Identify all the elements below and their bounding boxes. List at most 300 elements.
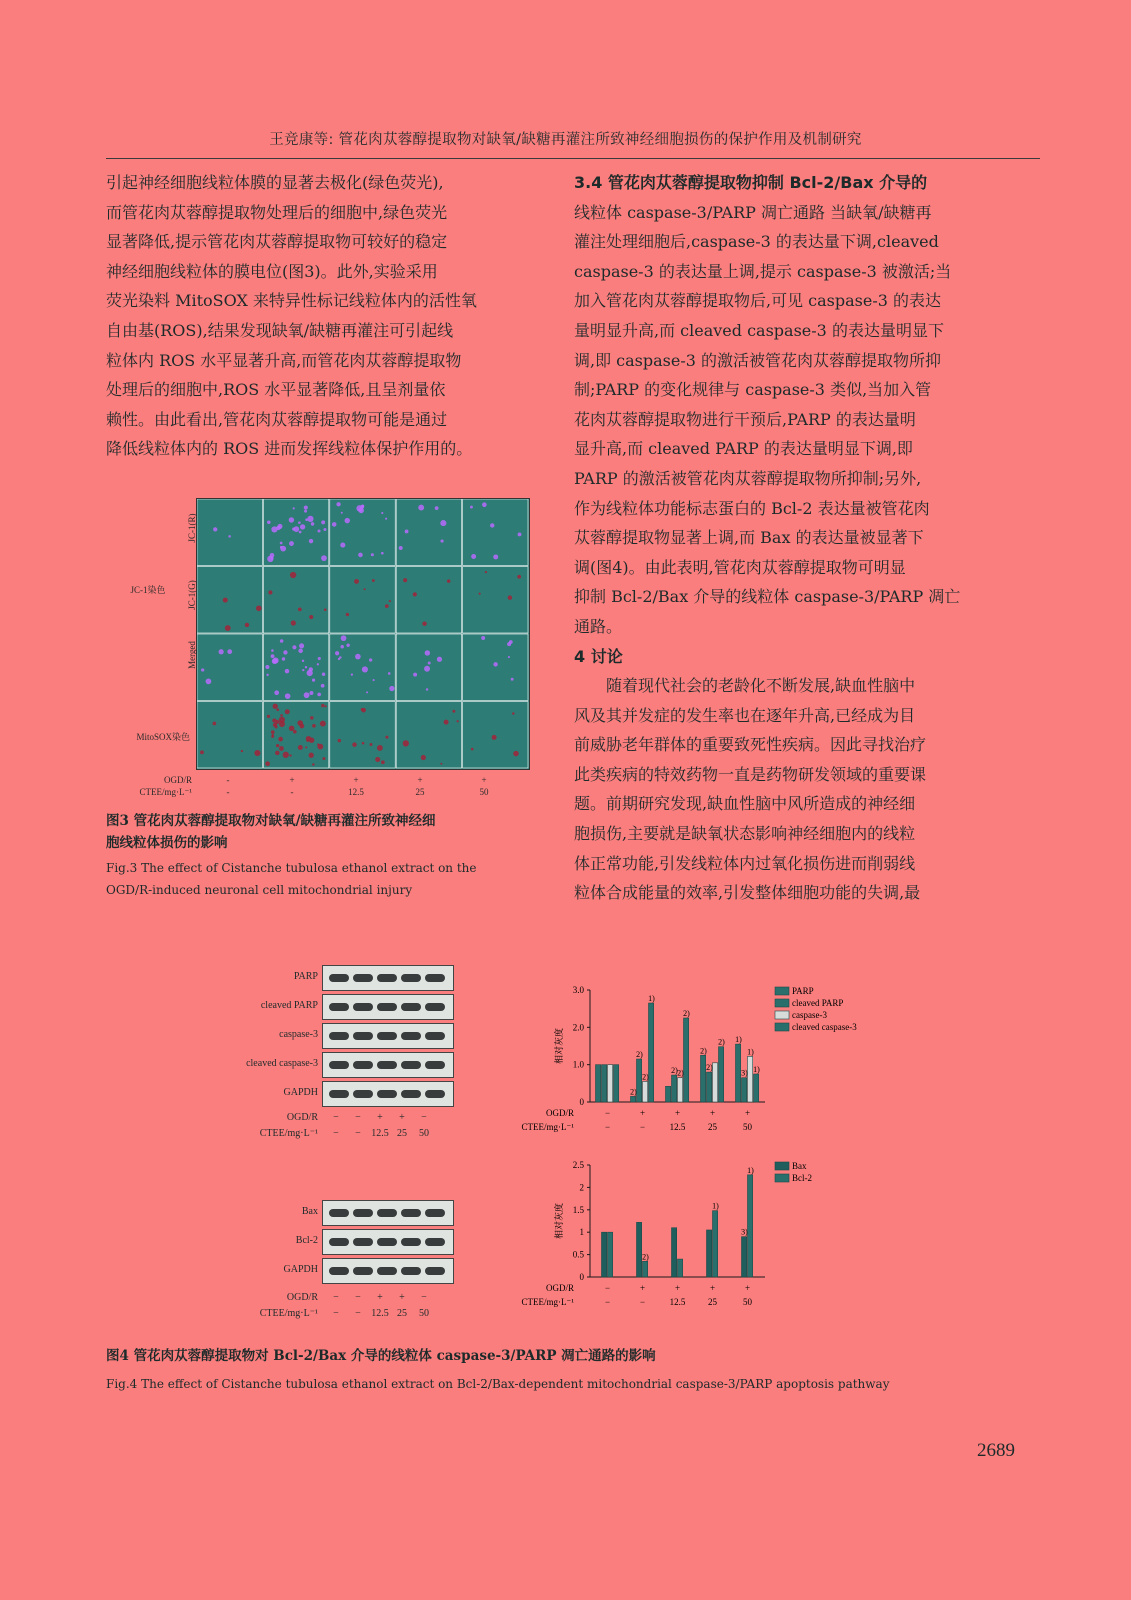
x-ogd-value: + bbox=[744, 1108, 751, 1118]
fig3-ogd-value: + bbox=[353, 775, 359, 785]
fluorescence-spot bbox=[307, 516, 313, 522]
fluorescence-spot bbox=[518, 532, 522, 536]
blot-strip bbox=[322, 1258, 454, 1284]
bar bbox=[707, 1230, 712, 1277]
micro-panel bbox=[197, 634, 262, 701]
fig3-ctee-value: - bbox=[226, 787, 230, 797]
bar bbox=[631, 1096, 636, 1102]
fluorescence-spot bbox=[485, 571, 487, 573]
fluorescence-spot bbox=[300, 524, 305, 529]
fluorescence-spot bbox=[228, 535, 231, 538]
fluorescence-spot bbox=[381, 552, 384, 555]
bar-annotation: 2) bbox=[636, 1050, 643, 1060]
fluorescence-spot bbox=[508, 595, 512, 599]
fluorescence-spot bbox=[280, 546, 286, 552]
bar bbox=[643, 1261, 648, 1277]
fluorescence-spot bbox=[470, 506, 473, 509]
fluorescence-spot bbox=[299, 531, 302, 534]
text-line: 抑制 Bcl-2/Bax 介导的线粒体 caspase-3/PARP 凋亡 bbox=[574, 587, 961, 607]
fig4-ctee-bottom-value: 25 bbox=[397, 1308, 407, 1319]
running-header: 王竞康等: 管花肉苁蓉醇提取物对缺氧/缺糖再灌注所致神经细胞损伤的保护作用及机制研究 bbox=[269, 132, 862, 148]
fluorescence-spot bbox=[482, 502, 487, 507]
fluorescence-spot bbox=[318, 657, 321, 660]
y-axis-label: 相对灰度 bbox=[555, 1027, 565, 1065]
blot-label: GAPDH bbox=[283, 1087, 318, 1098]
text-line: 风及其并发症的发生率也在逐年升高,已经成为目 bbox=[574, 705, 916, 725]
text-line: 灌注处理细胞后,caspase-3 的表达量下调,cleaved bbox=[574, 232, 939, 252]
fluorescence-spot bbox=[265, 761, 270, 766]
micro-panel bbox=[463, 567, 528, 634]
blot-label: cleaved PARP bbox=[260, 1000, 318, 1011]
fluorescence-spot bbox=[289, 726, 294, 731]
micro-panel bbox=[330, 567, 395, 634]
fig4-ctee-bottom-value: − bbox=[355, 1308, 361, 1319]
bar-annotation: 2) bbox=[630, 1087, 637, 1097]
fluorescence-spot bbox=[305, 746, 307, 748]
fig4-ctee-bottom-value: 50 bbox=[419, 1308, 429, 1319]
text-line: 题。前期研究发现,缺血性脑中风所造成的神经细 bbox=[574, 794, 916, 814]
fluorescence-spot bbox=[346, 613, 349, 616]
blot-band bbox=[377, 1032, 397, 1040]
caption-line: Fig.3 The effect of Cistanche tubulosa ethanol extract on the bbox=[106, 861, 477, 875]
fluorescence-spot bbox=[275, 725, 278, 728]
blot-band bbox=[353, 974, 373, 982]
text-line: 此类疾病的特效药物一直是药物研发领域的重要课 bbox=[574, 764, 927, 784]
blot-strip bbox=[322, 1081, 454, 1107]
fig4-ctee-value: 25 bbox=[397, 1128, 407, 1139]
fluorescence-spot bbox=[322, 673, 325, 676]
bar-annotation: 2) bbox=[700, 1046, 707, 1056]
blot-band bbox=[353, 1061, 373, 1069]
fluorescence-spot bbox=[318, 529, 321, 532]
bar bbox=[637, 1222, 642, 1277]
fluorescence-spot bbox=[372, 579, 375, 582]
fluorescence-spot bbox=[298, 649, 303, 654]
fluorescence-spot bbox=[437, 657, 442, 662]
bar bbox=[602, 1065, 607, 1102]
fluorescence-spot bbox=[479, 593, 481, 595]
bar bbox=[678, 1259, 683, 1277]
fluorescence-spot bbox=[490, 523, 494, 527]
fluorescence-spot bbox=[513, 751, 519, 757]
fluorescence-spot bbox=[317, 663, 319, 665]
text-line: 花肉苁蓉醇提取物进行干预后,PARP 的表达量明 bbox=[574, 409, 916, 429]
fluorescence-spot bbox=[369, 658, 372, 661]
fluorescence-spot bbox=[366, 691, 368, 693]
fig4-ogd-value: − bbox=[355, 1112, 361, 1123]
y-tick-label: 1.0 bbox=[572, 1059, 584, 1070]
fluorescence-spot bbox=[282, 657, 285, 660]
fluorescence-spot bbox=[293, 730, 297, 734]
blot-band bbox=[377, 1209, 397, 1217]
bar bbox=[736, 1044, 741, 1102]
fluorescence-spot bbox=[375, 757, 380, 762]
fluorescence-spot bbox=[223, 598, 228, 603]
fig3-caption-en bbox=[106, 857, 546, 901]
bar bbox=[666, 1086, 671, 1102]
fluorescence-spot bbox=[352, 742, 357, 747]
fluorescence-spot bbox=[279, 721, 285, 727]
fluorescence-spot bbox=[309, 667, 313, 671]
fluorescence-spot bbox=[200, 750, 204, 754]
text-line: 自由基(ROS),结果发现缺氧/缺糖再灌注可引起线 bbox=[106, 320, 454, 340]
legend-label: Bcl-2 bbox=[792, 1173, 812, 1183]
fluorescence-spot bbox=[381, 512, 383, 514]
blot-band bbox=[401, 974, 421, 982]
micro-panel bbox=[263, 702, 328, 769]
fluorescence-spot bbox=[421, 755, 426, 760]
x-ctee-value: 25 bbox=[708, 1297, 717, 1307]
blot-band bbox=[329, 1090, 349, 1098]
fluorescence-spot bbox=[268, 590, 272, 594]
legend-label: cleaved caspase-3 bbox=[792, 1022, 857, 1032]
y-tick-label: 2 bbox=[579, 1182, 584, 1193]
micro-panel bbox=[463, 634, 528, 701]
bar-annotation: 1) bbox=[712, 1201, 719, 1211]
blot-band bbox=[401, 1061, 421, 1069]
text-line: 神经细胞线粒体的膜电位(图3)。此外,实验采用 bbox=[106, 261, 438, 281]
fluorescence-spot bbox=[447, 579, 451, 583]
blot-band bbox=[377, 1003, 397, 1011]
bar-annotation: 1) bbox=[735, 1035, 742, 1045]
bar-annotation: 1) bbox=[747, 1165, 754, 1175]
bar-annotation: 1) bbox=[753, 1065, 760, 1074]
blot-band bbox=[425, 974, 445, 982]
fluorescence-spot bbox=[298, 607, 302, 611]
fig4-ctee-label: CTEE/mg·L⁻¹ bbox=[259, 1128, 318, 1139]
fluorescence-spot bbox=[272, 734, 274, 736]
fluorescence-spot bbox=[321, 684, 325, 688]
fluorescence-spot bbox=[493, 554, 498, 559]
fluorescence-spot bbox=[340, 645, 343, 648]
fluorescence-spot bbox=[362, 742, 365, 745]
legend-swatch bbox=[775, 987, 789, 995]
blot-band bbox=[425, 1003, 445, 1011]
fluorescence-spot bbox=[213, 722, 217, 726]
x-ogd-value: + bbox=[709, 1283, 716, 1293]
text-line: 胞损伤,主要就是缺氧状态影响神经细胞内的线粒 bbox=[574, 824, 916, 844]
blot-band bbox=[329, 1267, 349, 1275]
text-line: 调(图4)。由此表明,管花肉苁蓉醇提取物可明显 bbox=[574, 557, 906, 577]
fig4-ogd-bottom-value: − bbox=[421, 1292, 427, 1303]
blot-band bbox=[353, 1267, 373, 1275]
fig3-ogd-value: + bbox=[417, 775, 423, 785]
blot-label: Bax bbox=[301, 1206, 318, 1217]
fluorescence-spot bbox=[403, 740, 409, 746]
fluorescence-spot bbox=[285, 669, 289, 673]
fluorescence-spot bbox=[339, 656, 341, 658]
fluorescence-spot bbox=[280, 542, 283, 545]
x-ctee-label: CTEE/mg·L⁻¹ bbox=[521, 1122, 574, 1132]
bar bbox=[672, 1075, 677, 1102]
blot-label: GAPDH bbox=[283, 1264, 318, 1275]
fluorescence-spot bbox=[399, 546, 403, 550]
x-ogd-value: + bbox=[744, 1283, 751, 1293]
fluorescence-spot bbox=[362, 666, 368, 672]
fluorescence-spot bbox=[440, 520, 446, 526]
blot-band bbox=[425, 1267, 445, 1275]
fluorescence-spot bbox=[298, 745, 303, 750]
blot-band bbox=[425, 1061, 445, 1069]
bar-annotation: 2) bbox=[677, 1068, 684, 1078]
blot-band bbox=[401, 1238, 421, 1246]
y-tick-label: 1.5 bbox=[572, 1204, 584, 1215]
fluorescence-spot bbox=[370, 743, 373, 746]
fig4-ctee-bottom-value: − bbox=[333, 1308, 339, 1319]
fluorescence-spot bbox=[345, 518, 350, 523]
text-line: 而管花肉苁蓉醇提取物处理后的细胞中,绿色荧光 bbox=[106, 202, 448, 222]
x-ctee-value: 12.5 bbox=[669, 1297, 686, 1307]
fluorescence-spot bbox=[509, 640, 513, 644]
bar bbox=[672, 1228, 677, 1277]
micro-panel bbox=[396, 499, 461, 566]
fluorescence-spot bbox=[267, 715, 270, 718]
legend-label: caspase-3 bbox=[792, 1010, 827, 1020]
fluorescence-spot bbox=[457, 720, 459, 722]
fluorescence-spot bbox=[219, 649, 224, 654]
fig4-ogd-value: − bbox=[333, 1112, 339, 1123]
blot-band bbox=[329, 1003, 349, 1011]
fig4-caption-en: Fig.4 The effect of Cistanche tubulosa ethanol extract on Bcl-2/Bax-dependent mitochondrial caspase-3/PARP apoptosis pathway bbox=[106, 1377, 890, 1391]
text-line: 随着现代社会的老龄化不断发展,缺血性脑中 bbox=[606, 676, 916, 696]
fluorescence-spot bbox=[471, 554, 476, 559]
text-line: 赖性。由此看出,管花肉苁蓉醇提取物可能是通过 bbox=[106, 409, 448, 429]
fluorescence-spot bbox=[389, 600, 391, 602]
micro-panel bbox=[330, 499, 395, 566]
blot-band bbox=[401, 1003, 421, 1011]
text-line: PARP 的激活被管花肉苁蓉醇提取物所抑制;另外, bbox=[574, 468, 922, 488]
fluorescence-spot bbox=[280, 714, 283, 717]
fluorescence-spot bbox=[241, 750, 243, 752]
blot-band bbox=[425, 1032, 445, 1040]
fluorescence-spot bbox=[254, 750, 260, 756]
fluorescence-spot bbox=[341, 635, 347, 641]
fig4-chart-bottom bbox=[520, 1155, 900, 1325]
fluorescence-spot bbox=[493, 662, 497, 666]
blot-label: cleaved caspase-3 bbox=[246, 1058, 318, 1069]
blot-strip bbox=[322, 994, 454, 1020]
fluorescence-spot bbox=[335, 651, 339, 655]
blot-strip bbox=[322, 1229, 454, 1255]
blot-band bbox=[353, 1090, 373, 1098]
fluorescence-spot bbox=[320, 721, 326, 727]
fluorescence-spot bbox=[227, 649, 232, 654]
blot-strip bbox=[322, 1023, 454, 1049]
fluorescence-spot bbox=[444, 720, 449, 725]
fluorescence-spot bbox=[306, 740, 308, 742]
fluorescence-spot bbox=[275, 720, 279, 724]
fig3-fluorescence-panels bbox=[197, 499, 529, 769]
micro-panel bbox=[263, 634, 328, 701]
text-line: 量明显升高,而 cleaved caspase-3 的表达量明显下 bbox=[574, 320, 944, 340]
bar bbox=[748, 1056, 753, 1102]
bar bbox=[602, 1232, 607, 1277]
y-axis-label: 相对灰度 bbox=[555, 1202, 565, 1240]
blot-band bbox=[329, 1238, 349, 1246]
fluorescence-spot bbox=[267, 520, 271, 524]
y-tick-label: 3.0 bbox=[572, 985, 584, 995]
x-ctee-value: − bbox=[604, 1297, 611, 1307]
text-line: 显著降低,提示管花肉苁蓉醇提取物可较好的稳定 bbox=[106, 232, 448, 252]
fluorescence-spot bbox=[305, 666, 307, 668]
x-ctee-value: 50 bbox=[743, 1122, 752, 1132]
fluorescence-spot bbox=[440, 763, 442, 765]
bar-annotation: 2) bbox=[671, 1066, 678, 1076]
fluorescence-spot bbox=[317, 743, 319, 745]
fluorescence-spot bbox=[511, 678, 514, 681]
bar bbox=[754, 1074, 759, 1102]
fig4-ctee-value: 50 bbox=[419, 1128, 429, 1139]
bar bbox=[608, 1065, 613, 1102]
bar-annotation: 3) bbox=[741, 1227, 748, 1237]
fig4-ogd-bottom-value: − bbox=[355, 1292, 361, 1303]
fig4-ogd-value: + bbox=[377, 1112, 383, 1123]
fig3-row-label: JC-1(G) bbox=[187, 580, 197, 610]
micro-panel bbox=[197, 499, 262, 566]
fluorescence-spot bbox=[283, 752, 289, 758]
blot-strip bbox=[322, 965, 454, 991]
fluorescence-spot bbox=[225, 625, 231, 631]
blot-band bbox=[329, 974, 349, 982]
figure3-image-grid bbox=[196, 498, 530, 770]
caption-line: 胞线粒体损伤的影响 bbox=[106, 835, 228, 851]
fluorescence-spot bbox=[271, 649, 274, 652]
fluorescence-spot bbox=[413, 592, 417, 596]
fluorescence-spot bbox=[426, 688, 428, 690]
legend-label: PARP bbox=[792, 986, 814, 996]
blot-band bbox=[353, 1209, 373, 1217]
fig4-ctee-value: − bbox=[355, 1128, 361, 1139]
x-ogd-value: + bbox=[639, 1283, 646, 1293]
fluorescence-spot bbox=[324, 608, 327, 611]
fluorescence-spot bbox=[256, 605, 262, 611]
text-line: 体正常功能,引发线粒体内过氧化损伤进而削弱线 bbox=[574, 853, 916, 873]
bar bbox=[701, 1055, 706, 1102]
fluorescence-spot bbox=[452, 710, 455, 713]
fluorescence-spot bbox=[312, 724, 316, 728]
fluorescence-spot bbox=[292, 528, 295, 531]
fluorescence-spot bbox=[340, 543, 345, 548]
legend-label: Bax bbox=[792, 1161, 807, 1171]
bar-annotation: 1) bbox=[648, 994, 655, 1004]
fig3-ctee-value: 50 bbox=[479, 787, 489, 797]
caption-line: 图3 管花肉苁蓉醇提取物对缺氧/缺糖再灌注所致神经细 bbox=[106, 813, 436, 829]
blot-band bbox=[329, 1032, 349, 1040]
fig4-ctee-bottom-label: CTEE/mg·L⁻¹ bbox=[259, 1308, 318, 1319]
fluorescence-spot bbox=[265, 665, 269, 669]
fig4-caption-cn: 图4 管花肉苁蓉醇提取物对 Bcl-2/Bax 介导的线粒体 caspase-3/PARP 凋亡通路的影响 bbox=[106, 1348, 656, 1364]
x-ctee-value: − bbox=[639, 1122, 646, 1132]
x-ogd-value: − bbox=[604, 1108, 611, 1118]
micro-panel bbox=[463, 499, 528, 566]
fluorescence-spot bbox=[245, 623, 249, 627]
text-line: caspase-3 的表达量上调,提示 caspase-3 被激活;当 bbox=[574, 261, 952, 281]
text-line: 荧光染料 MitoSOX 来特异性标记线粒体内的活性氧 bbox=[106, 291, 477, 311]
micro-panel bbox=[396, 702, 461, 769]
fluorescence-spot bbox=[332, 522, 337, 527]
legend-label: cleaved PARP bbox=[792, 998, 844, 1008]
fluorescence-spot bbox=[290, 572, 296, 578]
fig3-row-label: Merged bbox=[187, 641, 197, 669]
blot-band bbox=[401, 1209, 421, 1217]
fluorescence-spot bbox=[336, 502, 340, 506]
x-ogd-value: + bbox=[674, 1108, 681, 1118]
bar bbox=[713, 1211, 718, 1277]
text-line: 制;PARP 的变化规律与 caspase-3 类似,当加入管 bbox=[574, 380, 932, 400]
fluorescence-spot bbox=[428, 661, 431, 664]
fluorescence-spot bbox=[341, 512, 343, 514]
fig3-group-label: JC-1染色 bbox=[130, 585, 166, 595]
fluorescence-spot bbox=[271, 730, 275, 734]
fig3-ogd-value: + bbox=[481, 775, 487, 785]
fluorescence-spot bbox=[508, 656, 510, 658]
bar bbox=[684, 1018, 689, 1102]
text-line: 线粒体 caspase-3/PARP 凋亡通路 当缺氧/缺糖再 bbox=[574, 202, 932, 222]
blot-strip bbox=[322, 1052, 454, 1078]
x-ogd-label: OGD/R bbox=[545, 1108, 574, 1118]
text-line: 降低线粒体内的 ROS 进而发挥线粒体保护作用的。 bbox=[106, 439, 473, 459]
section-heading-3-4: 3.4 管花肉苁蓉醇提取物抑制 Bcl-2/Bax 介导的 bbox=[574, 173, 928, 192]
blot-band bbox=[329, 1061, 349, 1069]
micro-panel bbox=[197, 702, 262, 769]
legend-swatch bbox=[775, 999, 789, 1007]
left-column-text bbox=[106, 168, 536, 464]
bar-annotation: 2) bbox=[706, 1063, 713, 1073]
fluorescence-spot bbox=[323, 528, 326, 531]
fig4-ctee-value: 12.5 bbox=[371, 1128, 389, 1139]
blot-band bbox=[353, 1238, 373, 1246]
fluorescence-spot bbox=[310, 716, 314, 720]
bar-annotation: 3) bbox=[741, 1068, 748, 1078]
legend-swatch bbox=[775, 1174, 789, 1182]
fluorescence-spot bbox=[425, 650, 430, 655]
blot-band bbox=[425, 1209, 445, 1217]
fluorescence-spot bbox=[321, 520, 325, 524]
blot-band bbox=[377, 974, 397, 982]
blot-band bbox=[377, 1061, 397, 1069]
right-column-text bbox=[574, 168, 1004, 908]
fluorescence-spot bbox=[321, 704, 324, 707]
y-tick-label: 2.5 bbox=[572, 1160, 584, 1170]
fig3-caption-cn bbox=[106, 810, 546, 854]
micro-panel bbox=[197, 567, 262, 634]
text-line: 粒体内 ROS 水平显著升高,而管花肉苁蓉醇提取物 bbox=[106, 350, 462, 370]
bar bbox=[719, 1047, 724, 1102]
x-ctee-value: − bbox=[639, 1297, 646, 1307]
legend-swatch bbox=[775, 1162, 789, 1170]
bar bbox=[707, 1072, 712, 1102]
fig3-ctee-value: - bbox=[290, 787, 294, 797]
fluorescence-spot bbox=[302, 660, 304, 662]
blot-band bbox=[377, 1090, 397, 1098]
text-line: 粒体合成能量的效率,引发整体细胞功能的失调,最 bbox=[574, 883, 921, 903]
bar bbox=[643, 1081, 648, 1102]
page-number: 2689 bbox=[977, 1440, 1015, 1461]
fig3-ctee-value: 12.5 bbox=[348, 787, 364, 797]
bar bbox=[713, 1063, 718, 1102]
fluorescence-spot bbox=[471, 748, 474, 751]
fluorescence-spot bbox=[325, 705, 327, 707]
x-ogd-value: + bbox=[709, 1108, 716, 1118]
fig4-ogd-bottom-value: + bbox=[399, 1292, 405, 1303]
fluorescence-spot bbox=[289, 541, 294, 546]
bar bbox=[742, 1078, 747, 1102]
blot-label: Bcl-2 bbox=[295, 1235, 318, 1246]
fluorescence-spot bbox=[271, 557, 274, 560]
bar bbox=[608, 1232, 613, 1277]
fig4-ogd-value: + bbox=[399, 1112, 405, 1123]
caption-line: OGD/R-induced neuronal cell mitochondrial injury bbox=[106, 883, 413, 897]
